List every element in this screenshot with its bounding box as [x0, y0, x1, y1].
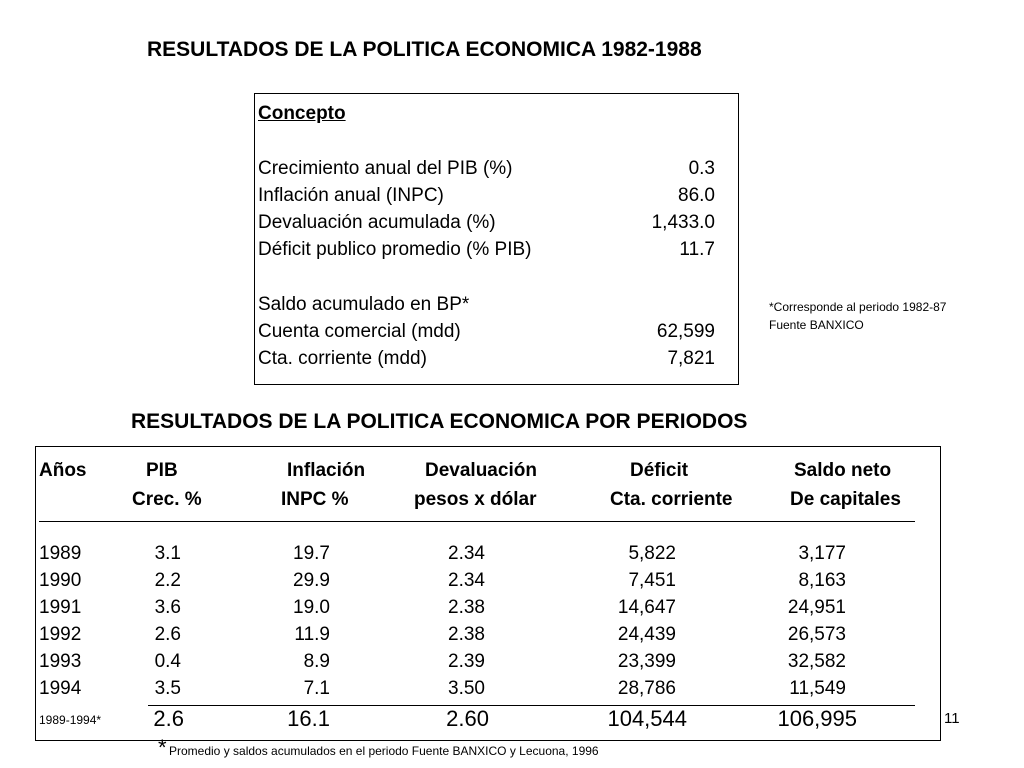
cell-inflacion-total: 16.1: [287, 706, 330, 731]
row-value: 1,433.0: [651, 212, 715, 233]
cell-devaluacion: 2.38: [448, 624, 485, 645]
cell-deficit: 24,439: [617, 624, 676, 645]
cell-deficit: 23,399: [617, 651, 676, 672]
cell-inflacion: 19.0: [293, 597, 330, 618]
col-subheader-saldo: De capitales: [790, 489, 901, 510]
periods-table: [35, 446, 941, 741]
saldo-subheader: Saldo acumulado en BP*: [258, 294, 470, 315]
side-note-source: Fuente BANXICO: [769, 318, 864, 332]
cell-saldo: 8,163: [798, 570, 846, 591]
col-header-inflacion: Inflación: [287, 460, 366, 481]
cell-inflacion: 8.9: [303, 651, 330, 672]
cell-year: 1989: [39, 543, 82, 564]
summary-table-1982-1988: [254, 93, 739, 385]
row-label: Crecimiento anual del PIB (%): [258, 158, 513, 179]
col-subheader-pib: Crec. %: [132, 489, 202, 510]
page-number: 11: [944, 710, 960, 727]
col-header-devaluacion: Devaluación: [425, 460, 537, 481]
title-periods: RESULTADOS DE LA POLITICA ECONOMICA POR PERIODOS: [131, 410, 748, 433]
cell-inflacion: 7.1: [303, 678, 330, 699]
cell-devaluacion: 2.34: [448, 570, 485, 591]
cell-saldo: 24,951: [787, 597, 846, 618]
row-value: 86.0: [678, 185, 715, 206]
row-label: Devaluación acumulada (%): [258, 212, 496, 233]
footnote-star: *: [158, 735, 167, 760]
row-value: 62,599: [656, 321, 715, 342]
cell-deficit-total: 104,544: [607, 706, 687, 731]
concepto-header: Concepto: [258, 103, 346, 124]
cell-deficit: 28,786: [617, 678, 676, 699]
header-divider: [39, 521, 915, 522]
cell-devaluacion-total: 2.60: [446, 706, 489, 731]
cell-pib: 3.1: [154, 543, 181, 564]
cell-year: 1993: [39, 651, 82, 672]
cell-pib: 2.6: [154, 624, 181, 645]
cell-deficit: 5,822: [628, 543, 676, 564]
title-top: RESULTADOS DE LA POLITICA ECONOMICA 1982-1988: [147, 38, 702, 61]
col-subheader-inflacion: INPC %: [281, 489, 349, 510]
cell-saldo-total: 106,995: [777, 706, 857, 731]
cell-year: 1994: [39, 678, 82, 699]
cell-saldo: 3,177: [798, 543, 846, 564]
cell-devaluacion: 2.34: [448, 543, 485, 564]
row-label: Cuenta comercial (mdd): [258, 321, 461, 342]
cell-pib: 3.6: [154, 597, 181, 618]
footnote: Promedio y saldos acumulados en el periodo Fuente BANXICO y Lecuona, 1996: [169, 744, 599, 758]
row-value: 11.7: [679, 239, 715, 260]
row-label: Cta. corriente (mdd): [258, 348, 427, 369]
row-label: Inflación anual (INPC): [258, 185, 444, 206]
col-header-anos: Años: [39, 460, 87, 481]
cell-pib: 3.5: [154, 678, 181, 699]
cell-devaluacion: 2.39: [448, 651, 485, 672]
cell-pib: 2.2: [154, 570, 181, 591]
cell-inflacion: 11.9: [294, 624, 330, 645]
col-header-saldo: Saldo neto: [794, 460, 892, 481]
cell-period-label: 1989-1994*: [39, 713, 102, 727]
col-header-deficit: Déficit: [630, 460, 689, 481]
col-subheader-deficit: Cta. corriente: [610, 489, 733, 510]
col-subheader-devaluacion: pesos x dólar: [414, 489, 537, 510]
row-value: 0.3: [688, 158, 715, 179]
cell-pib-total: 2.6: [153, 706, 184, 731]
cell-year: 1991: [39, 597, 82, 618]
cell-saldo: 11,549: [789, 678, 846, 699]
cell-year: 1992: [39, 624, 82, 645]
row-value: 7,821: [667, 348, 715, 369]
cell-saldo: 32,582: [787, 651, 846, 672]
cell-saldo: 26,573: [787, 624, 846, 645]
row-label: Déficit publico promedio (% PIB): [258, 239, 532, 260]
col-header-pib: PIB: [146, 460, 178, 481]
cell-deficit: 14,647: [617, 597, 676, 618]
cell-inflacion: 29.9: [293, 570, 330, 591]
cell-year: 1990: [39, 570, 82, 591]
cell-devaluacion: 3.50: [448, 678, 485, 699]
cell-inflacion: 19.7: [293, 543, 330, 564]
cell-pib: 0.4: [154, 651, 181, 672]
cell-deficit: 7,451: [628, 570, 676, 591]
side-note-period: *Corresponde al periodo 1982-87: [769, 300, 947, 314]
cell-devaluacion: 2.38: [448, 597, 485, 618]
